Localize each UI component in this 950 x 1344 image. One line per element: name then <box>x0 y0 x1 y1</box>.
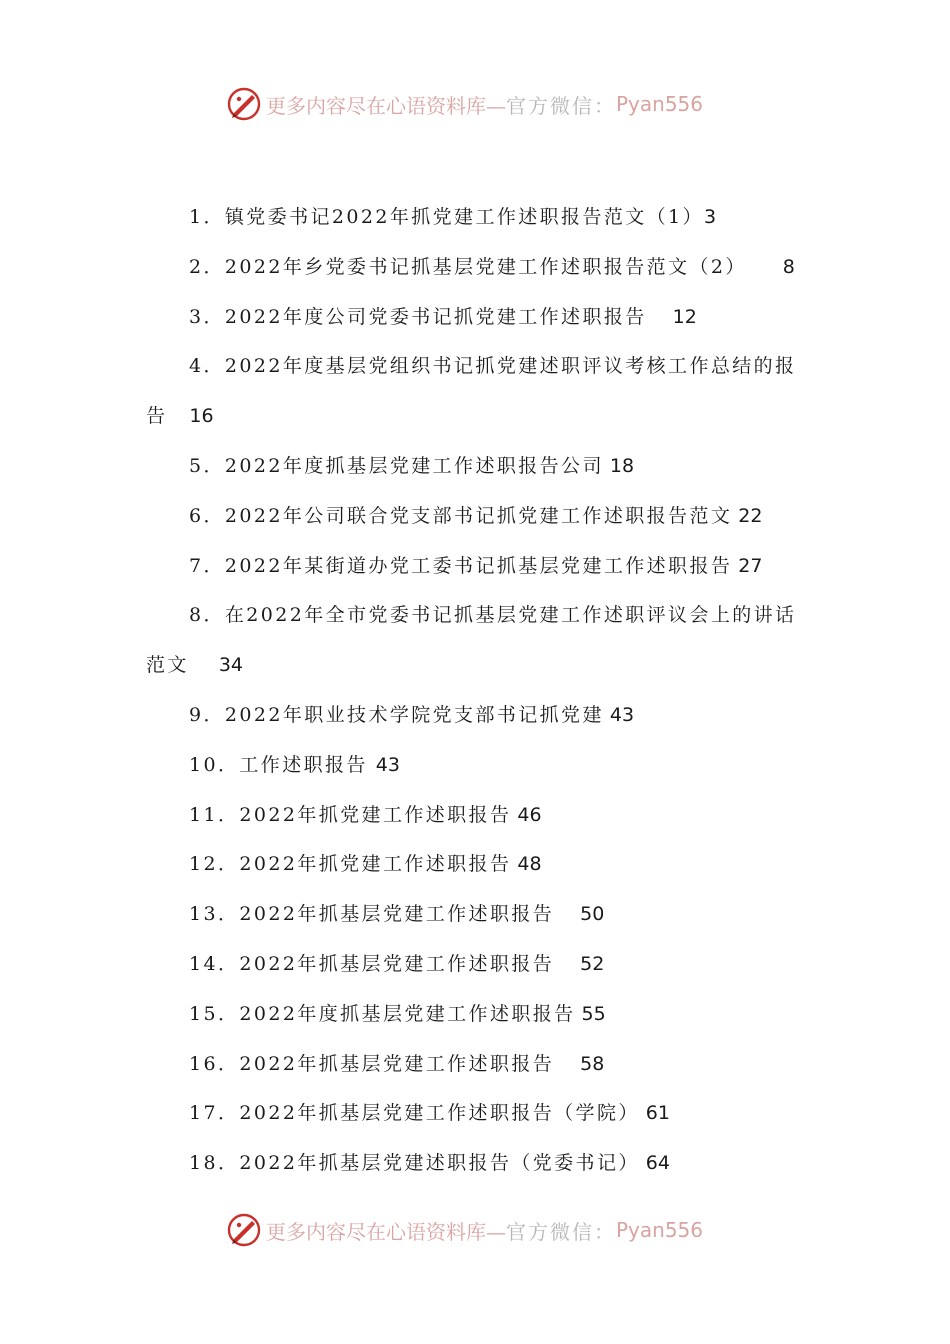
toc-page-number: 43 <box>375 753 400 776</box>
toc-page-number: 55 <box>581 1002 606 1025</box>
toc-entry[interactable]: 14．2022年抓基层党建工作述职报告 52 <box>189 952 605 975</box>
footer-watermark-banner <box>226 1210 703 1250</box>
toc-entry[interactable]: 17．2022年抓基层党建工作述职报告（学院） 61 <box>189 1102 670 1125</box>
toc-page-number: 12 <box>672 305 697 328</box>
header-watermark-banner <box>226 84 703 124</box>
toc-entry[interactable]: 1．镇党委书记2022年抓党建工作述职报告范文（1）3 <box>189 206 717 228</box>
toc-entry[interactable]: 8．在2022年全市党委书记抓基层党建工作述职评议会上的讲话范文 34 <box>146 604 797 677</box>
banner-wechat-id: Pyan556 <box>616 92 704 116</box>
toc-entry[interactable]: 12．2022年抓党建工作述职报告 48 <box>189 853 542 876</box>
toc-entry[interactable]: 6．2022年公司联合党支部书记抓党建工作述职报告范文 22 <box>189 504 763 527</box>
toc-entry[interactable]: 9．2022年职业技术学院党支部书记抓党建 43 <box>189 703 635 726</box>
toc-page-number: 18 <box>609 454 635 477</box>
toc-entry[interactable]: 16．2022年抓基层党建工作述职报告 58 <box>189 1052 605 1075</box>
toc-page-number: 8 <box>782 255 795 278</box>
toc-entry[interactable]: 5．2022年度抓基层党建工作述职报告公司 18 <box>189 454 635 477</box>
toc-entry[interactable]: 10．工作述职报告 43 <box>189 753 400 776</box>
banner-wechat-label: 官方微信： <box>506 93 616 118</box>
toc-page-number: 3 <box>703 206 717 228</box>
banner-wechat-id: Pyan556 <box>616 1218 704 1242</box>
toc-entry[interactable]: 15．2022年度抓基层党建工作述职报告 55 <box>189 1002 606 1025</box>
pen-logo-icon <box>226 1212 262 1248</box>
toc-entry[interactable]: 4．2022年度基层党组织书记抓党建述职评议考核工作总结的报告 16 <box>146 355 797 428</box>
banner-site-text: 更多内容尽在心语资料库— <box>266 1219 506 1244</box>
banner-wechat-label: 官方微信： <box>506 1219 616 1244</box>
toc-page-number: 16 <box>189 405 214 428</box>
pen-logo-icon <box>226 86 262 122</box>
toc-page-number: 43 <box>609 703 635 726</box>
toc-entry[interactable]: 7．2022年某街道办党工委书记抓基层党建工作述职报告 27 <box>189 554 763 577</box>
banner-site-text: 更多内容尽在心语资料库— <box>266 93 506 118</box>
toc-entry[interactable]: 13．2022年抓基层党建工作述职报告 50 <box>189 903 605 926</box>
toc-page-number: 61 <box>645 1102 670 1125</box>
toc-page-number: 48 <box>517 853 542 876</box>
table-of-contents <box>146 193 810 1189</box>
toc-page-number: 58 <box>580 1052 605 1075</box>
toc-page-number: 27 <box>738 554 763 577</box>
toc-entry[interactable]: 2．2022年乡党委书记抓基层党建工作述职报告范文（2） 8 <box>189 255 795 278</box>
toc-page-number: 64 <box>645 1152 670 1175</box>
toc-page-number: 34 <box>218 654 243 677</box>
toc-entry[interactable]: 18．2022年抓基层党建述职报告（党委书记） 64 <box>189 1152 670 1175</box>
toc-entry[interactable]: 11．2022年抓党建工作述职报告 46 <box>189 803 542 826</box>
toc-page-number: 46 <box>517 803 542 826</box>
toc-page-number: 50 <box>580 903 605 926</box>
toc-page-number: 22 <box>738 504 763 527</box>
toc-page-number: 52 <box>580 952 605 975</box>
toc-entry[interactable]: 3．2022年度公司党委书记抓党建工作述职报告 12 <box>189 305 697 328</box>
